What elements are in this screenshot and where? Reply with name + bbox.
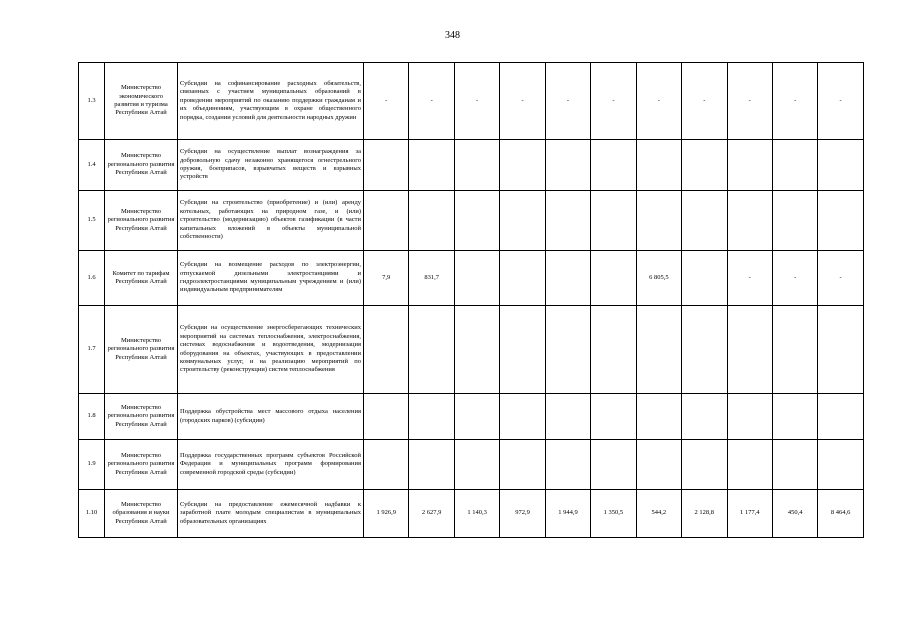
value-cell bbox=[818, 191, 863, 251]
row-number-cell: 1.6 bbox=[79, 251, 105, 306]
value-cell: 6 805,5 bbox=[636, 251, 681, 306]
value-cell bbox=[591, 140, 636, 191]
table-row bbox=[79, 140, 864, 191]
organization-cell: Министерство регионального развития Республики Алтай bbox=[105, 440, 178, 490]
value-cell: 1 177,4 bbox=[727, 490, 772, 538]
value-cell bbox=[591, 251, 636, 306]
value-cell bbox=[364, 191, 409, 251]
value-cell bbox=[818, 306, 863, 394]
value-cell: - bbox=[500, 63, 545, 140]
value-cell: - bbox=[364, 63, 409, 140]
value-cell: - bbox=[772, 251, 817, 306]
value-cell bbox=[682, 251, 727, 306]
value-cell bbox=[591, 306, 636, 394]
value-cell bbox=[409, 306, 454, 394]
value-cell bbox=[636, 140, 681, 191]
table-row bbox=[79, 440, 864, 490]
value-cell bbox=[454, 306, 499, 394]
value-cell: 2 128,8 bbox=[682, 490, 727, 538]
value-cell bbox=[772, 440, 817, 490]
value-cell bbox=[500, 191, 545, 251]
page-number: 348 bbox=[445, 30, 460, 41]
value-cell: 544,2 bbox=[636, 490, 681, 538]
value-cell: 1 350,5 bbox=[591, 490, 636, 538]
description-cell: Субсидии на софинансирование расходных обязательств, связанных с участием муниципальных образований в проведении мероприятий по оказанию поддержки гражданам и их объединениям, участвующим в охране общественного порядка, создании условий для деятельности народных дружин bbox=[178, 63, 364, 140]
description-cell: Поддержка обустройства мест массового отдыха населения (городских парков) (субсидии) bbox=[178, 394, 364, 440]
value-cell bbox=[636, 306, 681, 394]
value-cell bbox=[772, 394, 817, 440]
value-cell: - bbox=[636, 63, 681, 140]
value-cell: - bbox=[545, 63, 590, 140]
value-cell: - bbox=[727, 251, 772, 306]
value-cell bbox=[409, 440, 454, 490]
budget-table bbox=[78, 62, 864, 538]
value-cell: - bbox=[682, 63, 727, 140]
value-cell bbox=[364, 306, 409, 394]
organization-cell: Министерство регионального развития Республики Алтай bbox=[105, 191, 178, 251]
value-cell bbox=[454, 394, 499, 440]
row-number-cell: 1.9 bbox=[79, 440, 105, 490]
table-row bbox=[79, 191, 864, 251]
organization-cell: Министерство регионального развития Республики Алтай bbox=[105, 140, 178, 191]
description-cell: Субсидии на предоставление ежемесячной надбавки к заработной плате молодым специалистам в муниципальных образовательных организациях bbox=[178, 490, 364, 538]
organization-cell: Комитет по тарифам Республики Алтай bbox=[105, 251, 178, 306]
description-cell: Субсидии на осуществление выплат вознаграждения за добровольную сдачу незаконно хранящегося огнестрельного оружия, боеприпасов, взрывчатых веществ и взрывных устройств bbox=[178, 140, 364, 191]
value-cell bbox=[636, 191, 681, 251]
value-cell: 1 944,9 bbox=[545, 490, 590, 538]
value-cell bbox=[545, 306, 590, 394]
value-cell: 972,9 bbox=[500, 490, 545, 538]
value-cell bbox=[454, 251, 499, 306]
value-cell bbox=[545, 394, 590, 440]
value-cell bbox=[682, 394, 727, 440]
value-cell bbox=[591, 440, 636, 490]
table-row bbox=[79, 63, 864, 140]
value-cell bbox=[591, 394, 636, 440]
value-cell: 831,7 bbox=[409, 251, 454, 306]
value-cell bbox=[500, 394, 545, 440]
row-number-cell: 1.7 bbox=[79, 306, 105, 394]
value-cell bbox=[727, 440, 772, 490]
organization-cell: Министерство образования и науки Республики Алтай bbox=[105, 490, 178, 538]
row-number-cell: 1.10 bbox=[79, 490, 105, 538]
value-cell bbox=[500, 140, 545, 191]
value-cell bbox=[500, 251, 545, 306]
value-cell bbox=[682, 306, 727, 394]
value-cell bbox=[591, 191, 636, 251]
value-cell bbox=[636, 394, 681, 440]
value-cell bbox=[818, 140, 863, 191]
value-cell: 450,4 bbox=[772, 490, 817, 538]
value-cell: - bbox=[454, 63, 499, 140]
value-cell bbox=[772, 306, 817, 394]
description-cell: Субсидии на осуществление энергосберегающих технических мероприятий на системах теплоснабжения, электроснабжения, системах водоснабжения и водоотведения, модернизация оборудования на объектах, участвующих в предоставлении коммунальных услуг, и на реализацию мероприятий по строительству (реконструкции) систем теплоснабжения bbox=[178, 306, 364, 394]
value-cell bbox=[727, 140, 772, 191]
value-cell: 1 140,3 bbox=[454, 490, 499, 538]
value-cell: 1 926,9 bbox=[364, 490, 409, 538]
table-row bbox=[79, 394, 864, 440]
value-cell bbox=[682, 191, 727, 251]
value-cell bbox=[364, 140, 409, 191]
table-row bbox=[79, 490, 864, 538]
value-cell bbox=[818, 394, 863, 440]
organization-cell: Министерство регионального развития Республики Алтай bbox=[105, 394, 178, 440]
value-cell: - bbox=[818, 63, 863, 140]
value-cell bbox=[409, 394, 454, 440]
organization-cell: Министерство экономического развития и туризма Республики Алтай bbox=[105, 63, 178, 140]
value-cell bbox=[682, 140, 727, 191]
value-cell: - bbox=[591, 63, 636, 140]
value-cell bbox=[454, 140, 499, 191]
value-cell bbox=[772, 140, 817, 191]
value-cell bbox=[545, 251, 590, 306]
description-cell: Субсидии на возмещение расходов по электроэнергии, отпускаемой дизельными электростанциями и гидроэлектростанциями муниципальным учреждением и (или) индивидуальным предпринимателям bbox=[178, 251, 364, 306]
value-cell: - bbox=[727, 63, 772, 140]
row-number-cell: 1.8 bbox=[79, 394, 105, 440]
description-cell: Поддержка государственных программ субъектов Российской Федерации и муниципальных программ формирования современной городской среды (субсидии) bbox=[178, 440, 364, 490]
value-cell bbox=[409, 191, 454, 251]
value-cell bbox=[409, 140, 454, 191]
organization-cell: Министерство регионального развития Республики Алтай bbox=[105, 306, 178, 394]
value-cell bbox=[727, 306, 772, 394]
value-cell bbox=[545, 440, 590, 490]
value-cell bbox=[364, 394, 409, 440]
value-cell bbox=[818, 440, 863, 490]
value-cell bbox=[454, 440, 499, 490]
table-row bbox=[79, 251, 864, 306]
value-cell bbox=[772, 191, 817, 251]
value-cell: - bbox=[818, 251, 863, 306]
table-body bbox=[79, 63, 864, 538]
row-number-cell: 1.3 bbox=[79, 63, 105, 140]
value-cell bbox=[727, 394, 772, 440]
value-cell bbox=[500, 306, 545, 394]
value-cell: 2 627,9 bbox=[409, 490, 454, 538]
value-cell bbox=[545, 191, 590, 251]
row-number-cell: 1.4 bbox=[79, 140, 105, 191]
value-cell: 8 464,6 bbox=[818, 490, 863, 538]
value-cell: - bbox=[772, 63, 817, 140]
value-cell bbox=[636, 440, 681, 490]
table-row bbox=[79, 306, 864, 394]
value-cell bbox=[500, 440, 545, 490]
value-cell bbox=[545, 140, 590, 191]
value-cell: - bbox=[409, 63, 454, 140]
value-cell bbox=[454, 191, 499, 251]
description-cell: Субсидии на строительство (приобретение) и (или) аренду котельных, работающих на природном газе, и (или) строительство (модернизацию) объектов газификации (в части капитальных вложений в объекты муниципальной собственности) bbox=[178, 191, 364, 251]
row-number-cell: 1.5 bbox=[79, 191, 105, 251]
value-cell bbox=[727, 191, 772, 251]
value-cell bbox=[364, 440, 409, 490]
value-cell bbox=[682, 440, 727, 490]
value-cell: 7,9 bbox=[364, 251, 409, 306]
